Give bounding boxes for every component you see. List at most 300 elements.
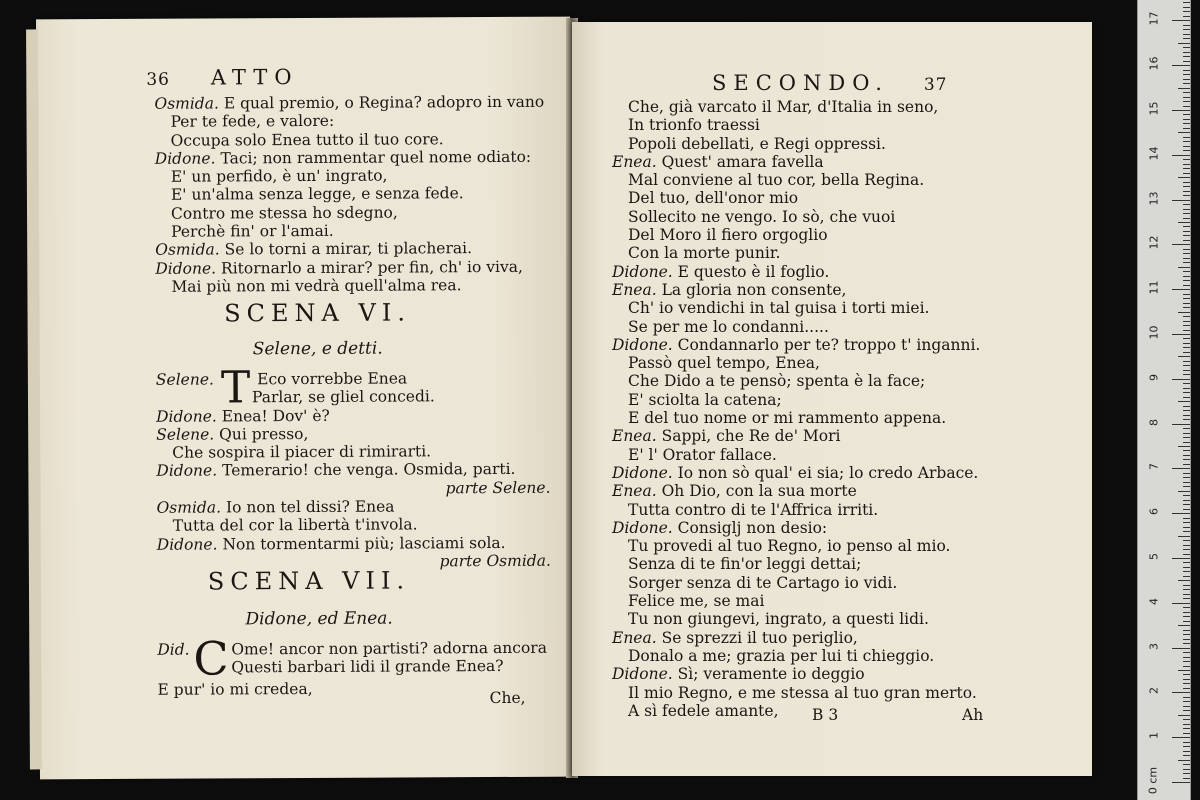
ruler-tick (1183, 576, 1190, 577)
ruler-tick (1183, 128, 1190, 129)
ruler-tick (1178, 356, 1190, 357)
speaker-label: Didone. (612, 665, 673, 684)
ruler-tick (1183, 374, 1190, 375)
ruler-tick (1183, 755, 1190, 756)
ruler-tick (1178, 670, 1190, 671)
scene-6-subtitle: Selene, e detti. (252, 338, 383, 360)
verse-line: E del tuo nome or mi rammento appena. (628, 409, 947, 428)
ruler-tick (1183, 280, 1190, 281)
verse-line: In trionfo traessi (628, 116, 760, 135)
dialogue-line (156, 460, 556, 480)
ruler-tick (1178, 715, 1190, 716)
ruler-tick (1183, 365, 1190, 366)
left-page-number: 36 (146, 69, 171, 90)
speaker-label-did: Did. (157, 640, 190, 659)
measurement-ruler (1137, 0, 1191, 800)
dialogue-line (612, 318, 1072, 336)
ruler-tick (1172, 379, 1190, 380)
dialogue-line (157, 533, 557, 553)
ruler-tick (1183, 616, 1190, 617)
verse-line: A sì fedele amante, (628, 701, 779, 720)
ruler-tick (1183, 450, 1190, 451)
scene-6-block (155, 362, 557, 572)
ruler-tick (1183, 657, 1190, 658)
ruler-tick (1183, 706, 1190, 707)
ruler-tick (1183, 213, 1190, 214)
speaker-label: Didone. (154, 149, 216, 168)
ruler-tick (1183, 294, 1190, 295)
dialogue-line (155, 239, 555, 259)
ruler-tick (1178, 536, 1190, 537)
dialogue-line (612, 684, 1072, 702)
ruler-tick (1183, 173, 1190, 174)
ruler-tick (1172, 603, 1190, 604)
running-head-secondo: SECONDO. (712, 71, 889, 95)
verse-line: Consiglj non desio: (677, 518, 828, 537)
dialogue-line (155, 257, 555, 277)
ruler-tick (1183, 666, 1190, 667)
ruler-tick (1183, 495, 1190, 496)
ruler-tick (1183, 500, 1190, 501)
ruler-tick (1183, 106, 1190, 107)
verse-line: E qual premio, o Regina? adopro in vano (223, 92, 545, 113)
verse-line: Quest' amara favella (661, 152, 824, 171)
ruler-tick (1183, 634, 1190, 635)
speaker-label: Didone. (612, 335, 673, 354)
right-page (572, 22, 1092, 776)
dialogue-line (155, 166, 555, 186)
dialogue-line (612, 116, 1072, 134)
ruler-tick (1183, 567, 1190, 568)
ruler-label: 1 (1147, 732, 1161, 740)
dialogue-line (612, 555, 1072, 573)
verse-line: E' un perfido, è un' ingrato, (170, 166, 388, 186)
scene-7-dropcap: C (193, 631, 229, 686)
ruler-tick (1183, 370, 1190, 371)
ruler-tick (1183, 383, 1190, 384)
verse-line: E pur' io mi credea, (157, 679, 313, 699)
ruler-tick (1183, 16, 1190, 17)
ruler-tick (1183, 352, 1190, 353)
ruler-tick (1183, 769, 1190, 770)
dialogue-line (612, 391, 1072, 409)
dialogue-line (612, 610, 1072, 628)
ruler-tick (1183, 719, 1190, 720)
ruler-tick (1183, 428, 1190, 429)
ruler-tick (1183, 262, 1190, 263)
ruler-tick (1183, 518, 1190, 519)
dialogue-line (612, 98, 1072, 116)
dialogue-line (612, 482, 1072, 500)
dialogue-line (155, 202, 555, 222)
ruler-tick (1183, 509, 1190, 510)
right-dialogue (612, 98, 1072, 720)
verse-line: Passò quel tempo, Enea, (628, 354, 820, 373)
speaker-label: Osmida. (155, 240, 220, 260)
ruler-tick (1183, 338, 1190, 339)
ruler-tick (1183, 562, 1190, 563)
scene-6-title: SCENA VI. (224, 298, 411, 328)
ruler-tick (1183, 598, 1190, 599)
ruler-tick (1183, 123, 1190, 124)
dialogue-line (612, 629, 1072, 647)
ruler-tick (1172, 20, 1190, 21)
ruler-tick (1172, 155, 1190, 156)
ruler-tick (1183, 226, 1190, 227)
left-running-head (146, 65, 299, 90)
verse-line: Taci; non rammentar quel nome odiato: (220, 147, 532, 168)
ruler-tick (1178, 222, 1190, 223)
verse-line: Che, già varcato il Mar, d'Italia in seno, (628, 98, 939, 116)
ruler-tick (1183, 697, 1190, 698)
dialogue-line (612, 208, 1072, 226)
verse-line: Senza di te fin'or leggi dettai; (628, 555, 862, 574)
ruler-tick (1183, 643, 1190, 644)
ruler-tick (1183, 195, 1190, 196)
ruler-tick (1183, 504, 1190, 505)
ruler-tick (1183, 392, 1190, 393)
verse-line: E questo è il foglio. (677, 262, 830, 281)
verse-line: Ome! ancor non partisti? adorna ancora (231, 638, 547, 659)
scene-7-subtitle: Didone, ed Enea. (245, 608, 393, 630)
ruler-tick (1183, 571, 1190, 572)
dialogue-line (154, 93, 554, 113)
dialogue-line (612, 135, 1072, 153)
dialogue-line (612, 299, 1072, 317)
ruler-tick (1183, 204, 1190, 205)
dialogue-line (155, 148, 555, 168)
verse-line: Io non sò qual' ei sia; lo credo Arbace. (677, 463, 979, 482)
scene-7-title: SCENA VII. (207, 566, 411, 596)
left-page (36, 17, 574, 780)
dialogue-line (157, 515, 557, 535)
verse-line: Questi barbari lidi il grande Enea? (231, 657, 504, 677)
speaker-label: Didone. (612, 463, 673, 482)
ruler-tick (1178, 625, 1190, 626)
dialogue-line (612, 427, 1072, 445)
ruler-tick (1172, 65, 1190, 66)
ruler-tick (1183, 630, 1190, 631)
dialogue-line (612, 537, 1072, 555)
ruler-tick (1183, 419, 1190, 420)
ruler-label: 8 (1147, 418, 1161, 426)
dialogue-line (612, 226, 1072, 244)
speaker-label: Osmida. (154, 94, 219, 113)
ruler-tick (1183, 330, 1190, 331)
ruler-tick (1183, 652, 1190, 653)
verse-line: Sì; veramente io deggio (677, 665, 865, 684)
ruler-tick (1183, 674, 1190, 675)
running-head-atto: ATTO (210, 65, 299, 90)
dialogue-line (155, 276, 555, 296)
ruler-label: 15 (1147, 101, 1161, 116)
ruler-tick (1172, 244, 1190, 245)
ruler-tick (1178, 312, 1190, 313)
verse-line: Contro me stessa ho sdegno, (170, 203, 398, 223)
dialogue-line (155, 221, 555, 241)
dialogue-line (612, 647, 1072, 665)
dialogue-line (612, 372, 1072, 390)
ruler-tick (1183, 25, 1190, 26)
ruler-tick (1183, 235, 1190, 236)
ruler-tick (1183, 34, 1190, 35)
stage-direction: parte Selene. (445, 478, 551, 498)
verse-line: Non tormentarmi più; lasciami sola. (222, 533, 506, 554)
book-spread (30, 18, 1100, 786)
dialogue-line (612, 464, 1072, 482)
ruler-tick (1183, 316, 1190, 317)
speaker-label: Enea. (612, 628, 657, 647)
right-running-head (712, 71, 948, 95)
ruler-tick (1183, 47, 1190, 48)
verse-line: Tutta contro di te l'Affrica irriti. (628, 500, 879, 519)
dialogue-line (612, 702, 1072, 720)
ruler-tick (1178, 760, 1190, 761)
ruler-tick (1183, 554, 1190, 555)
ruler-tick (1183, 397, 1190, 398)
dialogue-line (612, 501, 1072, 519)
verse-line: Condannarlo per te? troppo t' inganni. (677, 335, 981, 354)
verse-line: Donalo a me; grazia per lui ti chieggio. (628, 646, 935, 665)
ruler-label: 3 (1147, 642, 1161, 650)
verse-line: Eco vorrebbe Enea (257, 369, 408, 389)
ruler-tick (1183, 589, 1190, 590)
dialogue-line (612, 592, 1072, 610)
speaker-label: Selene. (156, 425, 215, 444)
ruler-tick (1172, 782, 1190, 783)
right-catchword: Ah (962, 706, 984, 724)
dialogue-line (612, 446, 1072, 464)
verse-line: Se sprezzi il tuo periglio, (661, 628, 858, 647)
ruler-tick (1183, 92, 1190, 93)
dialogue-line (155, 111, 555, 131)
ruler-tick (1183, 639, 1190, 640)
ruler-tick (1172, 424, 1190, 425)
ruler-tick (1183, 531, 1190, 532)
verse-line: Che sospira il piacer di rimirarti. (172, 442, 432, 462)
left-catchword: Che, (489, 688, 526, 708)
ruler-tick (1183, 83, 1190, 84)
dialogue-line (612, 189, 1072, 207)
dialogue-line (612, 171, 1072, 189)
ruler-tick (1183, 271, 1190, 272)
ruler-tick (1183, 410, 1190, 411)
ruler-tick (1172, 737, 1190, 738)
verse-line: Tu provedi al tuo Regno, io penso al mio. (628, 537, 951, 556)
ruler-tick (1172, 110, 1190, 111)
ruler-tick (1178, 132, 1190, 133)
verse-line: Sollecito ne vengo. Io sò, che vuoi (628, 207, 896, 226)
ruler-tick (1183, 773, 1190, 774)
ruler-tick (1183, 746, 1190, 747)
ruler-tick (1183, 119, 1190, 120)
dialogue-line (612, 336, 1072, 354)
ruler-tick (1183, 168, 1190, 169)
dialogue-line (156, 442, 556, 462)
ruler-tick (1183, 540, 1190, 541)
verse-line: Mal conviene al tuo cor, bella Regina. (628, 171, 925, 190)
ruler-tick (1183, 679, 1190, 680)
ruler-tick (1183, 240, 1190, 241)
ruler-label: 9 (1147, 373, 1161, 381)
verse-line: Se per me lo condanni..... (628, 317, 829, 336)
ruler-tick (1183, 321, 1190, 322)
verse-line: Il mio Regno, e me stessa al tuo gran merto. (628, 683, 977, 702)
ruler-tick (1183, 701, 1190, 702)
speaker-label: Didone. (156, 535, 218, 554)
ruler-tick (1183, 303, 1190, 304)
ruler-tick (1183, 482, 1190, 483)
ruler-tick (1178, 491, 1190, 492)
ruler-tick (1183, 459, 1190, 460)
ruler-tick (1183, 141, 1190, 142)
verse-line: Del tuo, dell'onor mio (628, 189, 799, 208)
ruler-tick (1183, 253, 1190, 254)
ruler-tick (1183, 486, 1190, 487)
ruler-tick (1183, 388, 1190, 389)
speaker-label: Enea. (612, 280, 657, 299)
ruler-label: 11 (1147, 280, 1161, 295)
ruler-tick (1183, 464, 1190, 465)
verse-line: Con la morte punir. (628, 244, 781, 263)
ruler-tick (1183, 2, 1190, 3)
ruler-label: 16 (1147, 56, 1161, 71)
dialogue-line (612, 409, 1072, 427)
ruler-label: 0 cm (1146, 766, 1160, 795)
ruler-tick (1183, 442, 1190, 443)
ruler-label: 10 (1147, 325, 1161, 340)
ruler-tick (1183, 406, 1190, 407)
ruler-tick (1183, 276, 1190, 277)
verse-line: La gloria non consente, (661, 280, 847, 299)
speaker-label: Selene. (155, 370, 214, 389)
ruler-tick (1183, 79, 1190, 80)
ruler-tick (1183, 594, 1190, 595)
ruler-tick (1183, 218, 1190, 219)
verse-line: Ritornarlo a mirar? per fin, ch' io viva, (220, 257, 523, 278)
ruler-tick (1178, 177, 1190, 178)
dialogue-line (612, 244, 1072, 262)
speaker-label: Didone. (156, 407, 217, 426)
ruler-tick (1183, 710, 1190, 711)
dialogue-line (612, 354, 1072, 372)
ruler-tick (1183, 307, 1190, 308)
left-dialogue-top (154, 93, 555, 296)
ruler-tick (1183, 764, 1190, 765)
ruler-tick (1183, 661, 1190, 662)
ruler-tick (1183, 415, 1190, 416)
dialogue-line (612, 519, 1072, 537)
ruler-tick (1183, 258, 1190, 259)
ruler-tick (1172, 468, 1190, 469)
ruler-label: 6 (1147, 508, 1161, 516)
ruler-tick (1183, 70, 1190, 71)
verse-line: Se lo torni a mirar, ti placherai. (224, 239, 473, 259)
dialogue-line (157, 497, 557, 517)
dialogue-line (612, 665, 1072, 683)
verse-line: Felice me, se mai (628, 592, 765, 611)
ruler-tick (1183, 347, 1190, 348)
ruler-tick (1183, 612, 1190, 613)
ruler-tick (1183, 186, 1190, 187)
ruler-tick (1183, 114, 1190, 115)
ruler-tick (1183, 191, 1190, 192)
ruler-label: 17 (1147, 11, 1161, 26)
dialogue-line (612, 263, 1072, 281)
verse-line: Io non tel dissi? Enea (225, 497, 395, 517)
ruler-tick (1183, 473, 1190, 474)
ruler-tick (1183, 164, 1190, 165)
ruler-tick (1183, 7, 1190, 8)
ruler-tick (1178, 88, 1190, 89)
ruler-tick (1183, 545, 1190, 546)
ruler-tick (1178, 401, 1190, 402)
ruler-tick (1183, 52, 1190, 53)
ruler-tick (1183, 61, 1190, 62)
ruler-tick (1183, 433, 1190, 434)
dialogue-line (156, 424, 556, 444)
ruler-tick (1183, 101, 1190, 102)
verse-line: E' sciolta la catena; (628, 390, 782, 409)
ruler-tick (1183, 683, 1190, 684)
speaker-label: Didone. (155, 259, 217, 278)
ruler-tick (1183, 455, 1190, 456)
verse-line: Che Dido a te pensò; spenta è la face; (628, 372, 926, 391)
ruler-tick (1183, 150, 1190, 151)
ruler-tick (1183, 325, 1190, 326)
verse-line: Sappi, che Re de' Mori (661, 427, 841, 446)
ruler-tick (1183, 751, 1190, 752)
speaker-label: Didone. (612, 262, 673, 281)
verse-line: Qui presso, (219, 424, 309, 444)
verse-line: Oh Dio, con la sua morte (661, 482, 857, 501)
ruler-tick (1183, 688, 1190, 689)
verse-line: Parlar, se gliel concedi. (251, 387, 435, 407)
scene-6-dropcap: T (220, 362, 251, 414)
ruler-label: 12 (1147, 235, 1161, 250)
ruler-tick (1183, 361, 1190, 362)
ruler-label: 14 (1147, 146, 1161, 161)
ruler-tick (1183, 733, 1190, 734)
ruler-tick (1183, 11, 1190, 12)
ruler-tick (1183, 585, 1190, 586)
ruler-tick (1183, 159, 1190, 160)
ruler-tick (1183, 74, 1190, 75)
ruler-tick (1172, 200, 1190, 201)
speaker-label: Enea. (612, 152, 657, 171)
ruler-tick (1183, 38, 1190, 39)
ruler-tick (1183, 285, 1190, 286)
ruler-tick (1183, 522, 1190, 523)
ruler-tick (1183, 549, 1190, 550)
speaker-label: Didone. (612, 518, 673, 537)
ruler-label: 5 (1147, 553, 1161, 560)
ruler-label: 4 (1147, 597, 1161, 605)
dialogue-line (156, 405, 556, 425)
verse-line: Enea! Dov' è? (221, 406, 330, 426)
ruler-tick (1183, 621, 1190, 622)
speaker-label: Enea. (612, 427, 657, 446)
verse-line: Ch' io vendichi in tal guisa i torti miei. (628, 299, 930, 318)
verse-line: Per te fede, e valore: (170, 112, 335, 131)
ruler-tick (1172, 289, 1190, 290)
ruler-tick (1183, 209, 1190, 210)
dialogue-line (612, 153, 1072, 171)
ruler-tick (1183, 298, 1190, 299)
verse-line: Perchè fin' or l'amai. (171, 221, 334, 241)
speaker-label: Enea. (612, 482, 657, 501)
speaker-label: Osmida. (156, 498, 222, 517)
